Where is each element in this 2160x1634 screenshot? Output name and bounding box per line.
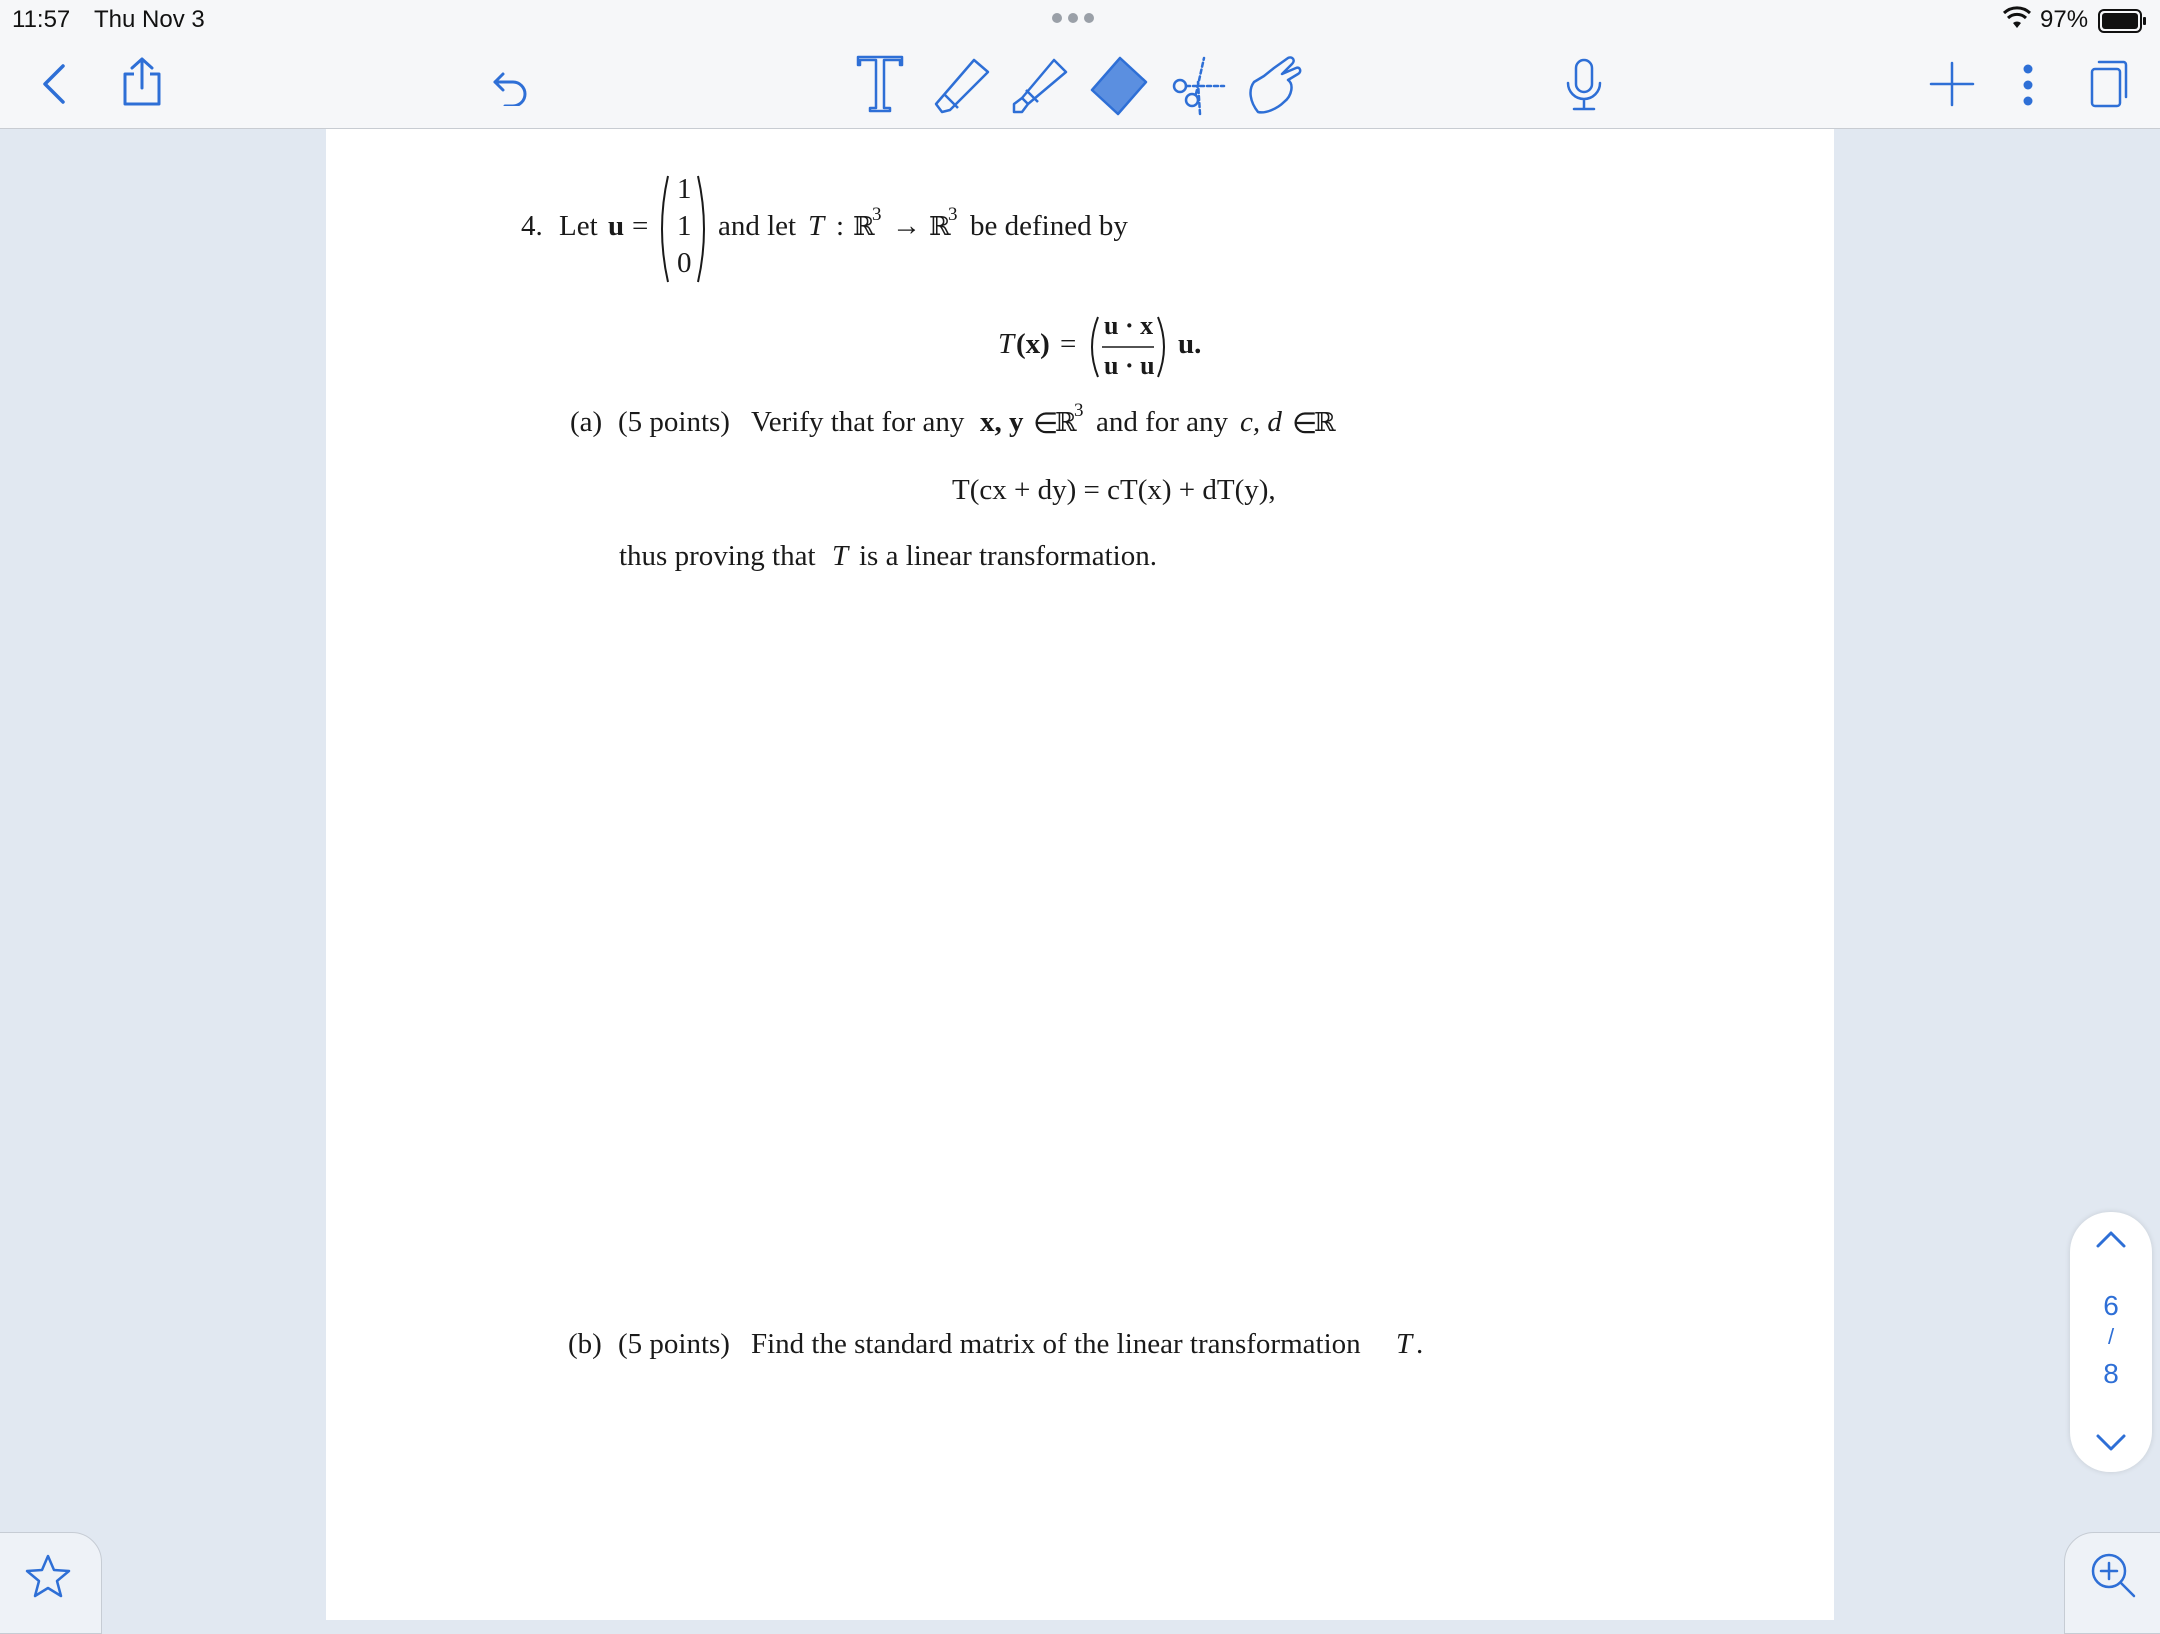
text-be-defined-by: be defined by — [970, 210, 1128, 242]
question-number: 4. — [521, 210, 543, 242]
status-date: Thu Nov 3 — [94, 6, 205, 33]
multitasking-dots-icon[interactable] — [1052, 10, 1108, 30]
battery-percent: 97% — [2040, 6, 2089, 33]
part-b-label: (b) — [568, 1328, 602, 1360]
vector-entry-3: 0 — [677, 247, 692, 279]
part-a-xy: x, y — [980, 406, 1024, 438]
part-a-label: (a) — [570, 406, 603, 438]
symbol-R-domain: ℝ — [853, 212, 875, 242]
part-b-text: Find the standard matrix of the linear transformation — [751, 1328, 1361, 1360]
text-and-let: and let — [718, 210, 797, 242]
vector-entry-2: 1 — [677, 210, 692, 242]
part-b-T: T — [1396, 1328, 1413, 1360]
part-a-text2: and for any — [1096, 406, 1229, 438]
def-equals: = — [1060, 328, 1077, 360]
share-icon[interactable] — [118, 54, 166, 110]
wifi-icon — [2002, 6, 2032, 35]
favorite-tab[interactable] — [0, 1532, 102, 1634]
lasso-scissors-icon[interactable] — [1168, 54, 1232, 116]
def-x: (x) — [1016, 328, 1050, 360]
part-a-text1: Verify that for any — [751, 406, 965, 438]
battery-icon — [2098, 9, 2148, 38]
text-let: Let — [559, 210, 598, 242]
microphone-icon[interactable] — [1560, 56, 1608, 114]
pen-icon[interactable] — [930, 54, 992, 116]
more-vertical-icon[interactable] — [2016, 62, 2040, 108]
colon: : — [836, 210, 845, 242]
back-chevron-icon[interactable] — [32, 60, 76, 108]
part-b-points: (5 points) — [618, 1328, 730, 1360]
arrow: → — [892, 210, 921, 242]
highlighter-icon[interactable] — [1008, 54, 1070, 116]
symbol-T: T — [808, 210, 825, 242]
element-of-2: ∈ — [1292, 408, 1318, 440]
page-separator: / — [2107, 1324, 2115, 1349]
element-of-1: ∈ — [1033, 408, 1059, 440]
hand-pointer-icon[interactable] — [1244, 54, 1306, 116]
part-a-sup3: 3 — [1074, 400, 1084, 421]
star-icon[interactable] — [23, 1551, 73, 1601]
equals-sign: = — [632, 210, 649, 242]
vector-u-symbol: u — [608, 210, 625, 242]
linearity-equation: T(cx + dy) = cT(x) + dT(y), — [952, 474, 1276, 506]
vector-entry-1: 1 — [677, 173, 692, 205]
part-b-period: . — [1416, 1328, 1424, 1360]
superscript-3-domain: 3 — [872, 204, 882, 225]
part-a-conclusion-T: T — [832, 540, 849, 572]
superscript-3-codomain: 3 — [948, 204, 958, 225]
zoom-in-icon[interactable] — [2087, 1549, 2139, 1601]
pages-icon[interactable] — [2086, 58, 2132, 110]
def-T: T — [998, 328, 1015, 360]
undo-icon[interactable] — [490, 64, 530, 108]
eraser-icon[interactable] — [1086, 52, 1152, 118]
previous-page-icon[interactable] — [2092, 1226, 2130, 1252]
part-a-conclusion-1: thus proving that — [619, 540, 816, 572]
page-navigator — [2070, 1212, 2152, 1472]
document-page[interactable] — [326, 129, 1834, 1620]
next-page-icon[interactable] — [2092, 1430, 2130, 1456]
part-a-R: ℝ — [1314, 408, 1336, 438]
status-time: 11:57 — [12, 6, 71, 33]
part-a-conclusion-2: is a linear transformation. — [859, 540, 1157, 572]
def-tail: u. — [1178, 328, 1202, 360]
part-a-R3: ℝ — [1055, 408, 1077, 438]
text-tool-icon[interactable] — [852, 54, 908, 114]
current-page-number: 6 — [2103, 1290, 2119, 1321]
symbol-R-codomain: ℝ — [929, 212, 951, 242]
part-a-points: (5 points) — [618, 406, 730, 438]
status-bar — [0, 0, 2160, 40]
total-pages: 8 — [2103, 1358, 2119, 1389]
fraction-denominator: u · u — [1104, 351, 1155, 380]
toolbar — [0, 40, 2160, 129]
fraction-numerator: u · x — [1104, 311, 1154, 340]
add-icon[interactable] — [1928, 60, 1976, 108]
zoom-tab[interactable] — [2064, 1532, 2160, 1634]
part-a-cd: c, d — [1240, 406, 1282, 438]
